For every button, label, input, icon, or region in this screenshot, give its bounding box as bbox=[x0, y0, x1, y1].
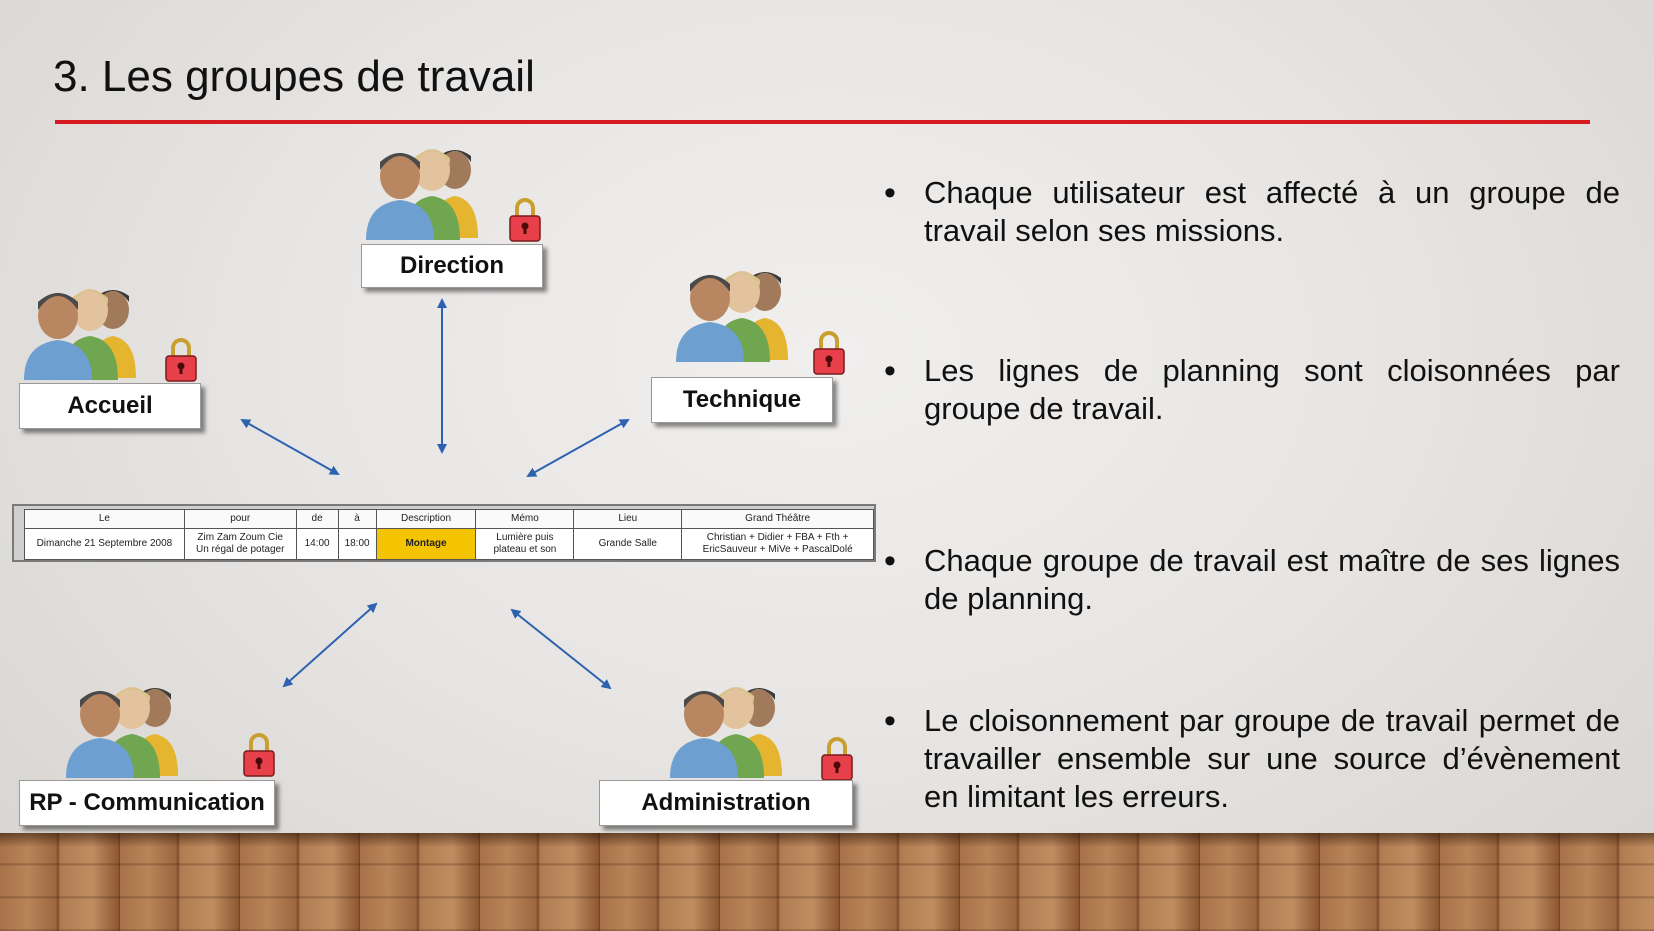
padlock-icon bbox=[820, 734, 854, 782]
planning-pour-line2: Un régal de potager bbox=[196, 544, 285, 555]
arrow-rp bbox=[284, 604, 376, 686]
planning-row bbox=[25, 529, 874, 560]
planning-header-cell: à bbox=[338, 510, 376, 529]
planning-cell-description: Montage bbox=[376, 529, 476, 560]
people-group-icon bbox=[670, 262, 800, 362]
bullet-item bbox=[884, 542, 1620, 618]
planning-team-line1: Christian + Didier + FBA + Fth + bbox=[706, 532, 849, 543]
arrow-accueil bbox=[242, 420, 338, 474]
planning-header-cell: Lieu bbox=[574, 510, 682, 529]
bullet-text: Chaque utilisateur est affecté à un groupe de travail selon ses missions. bbox=[924, 175, 1620, 248]
planning-pour-line1: Zim Zam Zoum Cie bbox=[197, 532, 283, 543]
bullet-item bbox=[884, 174, 1620, 250]
bullet-text: Les lignes de planning sont cloisonnées par groupe de travail. bbox=[924, 353, 1620, 426]
bullet-icon: • bbox=[884, 174, 896, 212]
padlock-icon bbox=[164, 335, 198, 383]
group-label-accueil: Accueil bbox=[19, 383, 201, 429]
planning-cell-memo bbox=[476, 529, 574, 560]
bullet-icon: • bbox=[884, 352, 896, 390]
people-group-icon bbox=[18, 280, 148, 380]
arrow-administration bbox=[512, 610, 610, 688]
planning-header-cell: de bbox=[296, 510, 338, 529]
group-label-rp-communication: RP - Communication bbox=[19, 780, 275, 826]
planning-header-cell: pour bbox=[184, 510, 296, 529]
planning-header-row bbox=[25, 510, 874, 529]
padlock-icon bbox=[812, 328, 846, 376]
planning-cell-de: 14:00 bbox=[296, 529, 338, 560]
planning-header-cell: Grand Théâtre bbox=[682, 510, 874, 529]
planning-cell-team bbox=[682, 529, 874, 560]
group-label-direction: Direction bbox=[361, 244, 543, 288]
group-label-administration: Administration bbox=[599, 780, 853, 826]
bullet-icon: • bbox=[884, 702, 896, 740]
planning-memo-line1: Lumière puis bbox=[496, 532, 554, 543]
arrow-technique bbox=[528, 420, 628, 476]
planning-header-cell: Le bbox=[25, 510, 185, 529]
planning-cell-lieu: Grande Salle bbox=[574, 529, 682, 560]
people-group-icon bbox=[60, 678, 190, 778]
planning-memo-line2: plateau et son bbox=[493, 544, 557, 555]
planning-cell-a: 18:00 bbox=[338, 529, 376, 560]
padlock-icon bbox=[242, 730, 276, 778]
planning-cell-date: Dimanche 21 Septembre 2008 bbox=[25, 529, 185, 560]
bullet-item bbox=[884, 352, 1620, 428]
planning-header-cell: Mémo bbox=[476, 510, 574, 529]
people-group-icon bbox=[664, 678, 794, 778]
bullet-text: Chaque groupe de travail est maître de ses lignes de planning. bbox=[924, 543, 1620, 616]
planning-table bbox=[24, 509, 874, 560]
bullet-icon: • bbox=[884, 542, 896, 580]
people-group-icon bbox=[360, 140, 490, 240]
group-label-technique: Technique bbox=[651, 377, 833, 423]
planning-team-line2: EricSauveur + MiVe + PascalDolé bbox=[702, 544, 853, 555]
bullet-text: Le cloisonnement par groupe de travail permet de travailler ensemble sur une source d’évènement en limitant les erreurs. bbox=[924, 703, 1620, 814]
planning-cell-pour bbox=[184, 529, 296, 560]
bullet-item bbox=[884, 702, 1620, 816]
slide-title: 3. Les groupes de travail bbox=[53, 52, 535, 101]
padlock-icon bbox=[508, 195, 542, 243]
planning-table-screenshot bbox=[12, 504, 876, 562]
wooden-floor-planks bbox=[0, 833, 1654, 931]
planning-header-cell: Description bbox=[376, 510, 476, 529]
